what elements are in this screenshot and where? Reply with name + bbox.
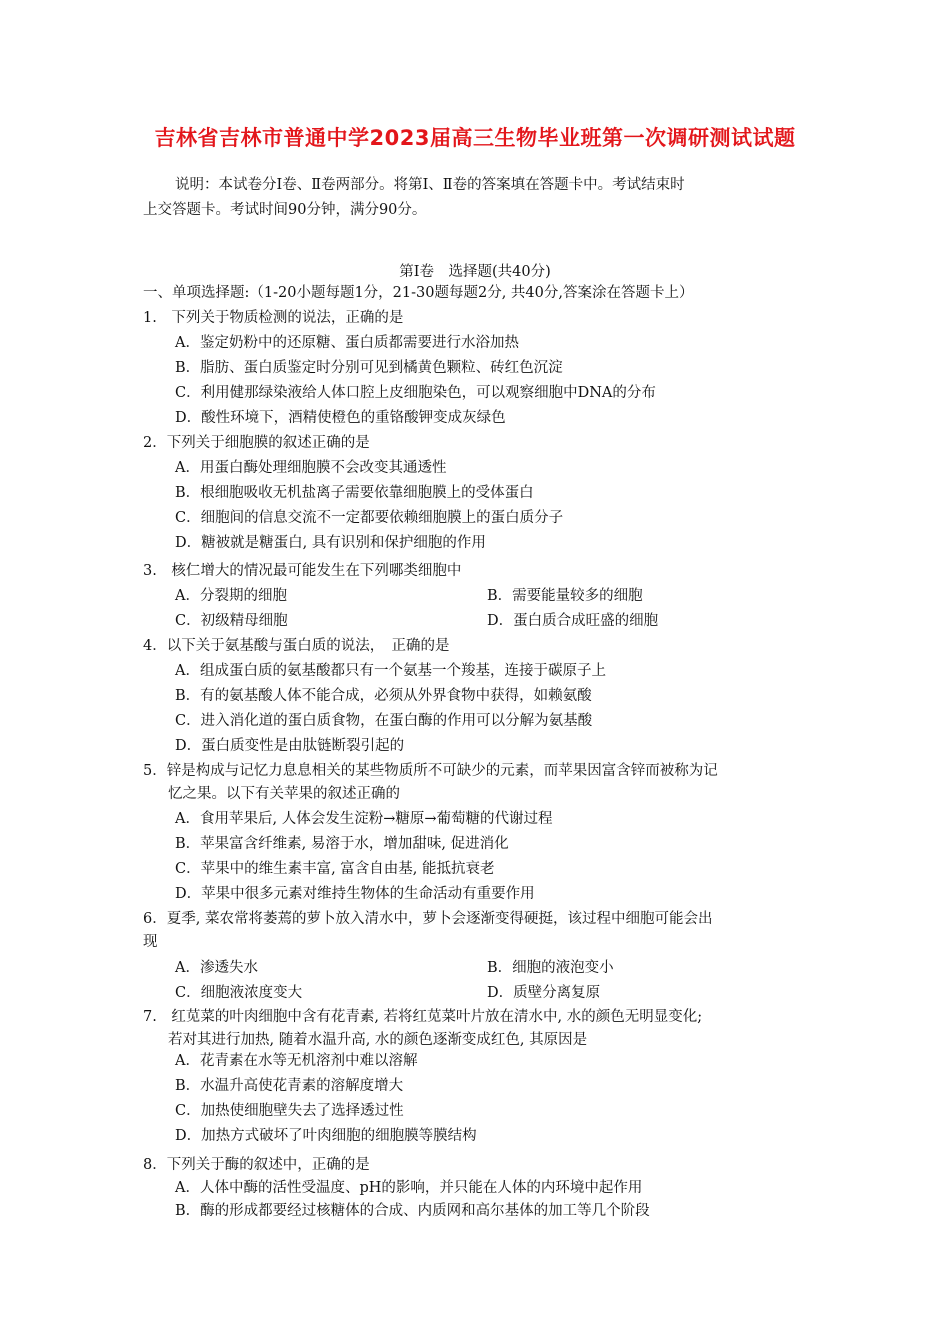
question-7-option-d: D．加热方式破坏了叶肉细胞的细胞膜等膜结构 <box>175 1128 477 1144</box>
question-4-stem: 4．以下关于氨基酸与蛋白质的说法， 正确的是 <box>143 638 450 654</box>
question-1-option-b: B．脂肪、蛋白质鉴定时分别可见到橘黄色颗粒、砖红色沉淀 <box>175 360 563 376</box>
question-4-option-d: D．蛋白质变性是由肽链断裂引起的 <box>175 738 405 754</box>
instructions-line-1: 说明：本试卷分Ⅰ卷、Ⅱ卷两部分。将第Ⅰ、Ⅱ卷的答案填在答题卡中。考试结束时 <box>175 177 685 193</box>
question-6-stem-line-2: 现 <box>143 934 158 950</box>
question-2-option-c: C．细胞间的信息交流不一定都要依赖细胞膜上的蛋白质分子 <box>175 510 564 526</box>
question-8-option-a: A．人体中酶的活性受温度、pH的影响，并只能在人体的内环境中起作用 <box>175 1180 643 1196</box>
question-5-option-d: D．苹果中很多元素对维持生物体的生命活动有重要作用 <box>175 886 535 902</box>
question-4-option-c: C．进入消化道的蛋白质食物，在蛋白酶的作用可以分解为氨基酸 <box>175 713 593 729</box>
question-3-stem: 3. 核仁增大的情况最可能发生在下列哪类细胞中 <box>143 563 462 579</box>
question-2-option-d: D．糖被就是糖蛋白, 具有识别和保护细胞的作用 <box>175 535 486 551</box>
question-4-option-a: A．组成蛋白质的氨基酸都只有一个氨基一个羧基，连接于碳原子上 <box>175 663 606 679</box>
question-4-option-b: B．有的氨基酸人体不能合成，必须从外界食物中获得，如赖氨酸 <box>175 688 592 704</box>
question-6-option-d: D．质壁分离复原 <box>487 985 601 1001</box>
question-8-stem: 8．下列关于酶的叙述中，正确的是 <box>143 1157 370 1173</box>
question-2-option-a: A．用蛋白酶处理细胞膜不会改变其通透性 <box>175 460 447 476</box>
question-3-option-d: D．蛋白质合成旺盛的细胞 <box>487 613 659 629</box>
question-6-option-a: A．渗透失水 <box>175 960 258 976</box>
question-3-option-b: B．需要能量较多的细胞 <box>487 588 643 604</box>
question-7-stem-line-2: 若对其进行加热, 随着水温升高, 水的颜色逐渐变成红色, 其原因是 <box>168 1032 588 1048</box>
question-7-stem-line-1: 7. 红苋菜的叶肉细胞中含有花青素, 若将红苋菜叶片放在清水中, 水的颜色无明显变化; <box>143 1009 703 1025</box>
section-title: 第Ⅰ卷 选择题(共40分) <box>399 264 551 280</box>
question-2-stem: 2．下列关于细胞膜的叙述正确的是 <box>143 435 370 451</box>
question-5-option-c: C．苹果中的维生素丰富, 富含自由基, 能抵抗衰老 <box>175 861 495 877</box>
exam-title: 吉林省吉林市普通中学2023届高三生物毕业班第一次调研测试试题 <box>154 126 796 150</box>
question-7-option-a: A．花青素在水等无机溶剂中难以溶解 <box>175 1053 418 1069</box>
question-5-stem-line-2: 忆之果。以下有关苹果的叙述正确的 <box>168 786 400 802</box>
question-1-option-c: C．利用健那绿染液给人体口腔上皮细胞染色，可以观察细胞中DNA的分布 <box>175 385 656 401</box>
question-8-option-b: B．酶的形成都要经过核糖体的合成、内质网和高尔基体的加工等几个阶段 <box>175 1203 650 1219</box>
question-5-stem-line-1: 5．锌是构成与记忆力息息相关的某些物质所不可缺少的元素，而苹果因富含锌而被称为记 <box>143 763 718 779</box>
question-1-stem: 1. 下列关于物质检测的说法，正确的是 <box>143 310 404 326</box>
question-5-option-a: A．食用苹果后, 人体会发生淀粉→糖原→葡萄糖的代谢过程 <box>175 811 553 827</box>
question-3-option-c: C．初级精母细胞 <box>175 613 288 629</box>
question-1-option-d: D．酸性环境下，酒精使橙色的重铬酸钾变成灰绿色 <box>175 410 506 426</box>
question-7-option-b: B．水温升高使花青素的溶解度增大 <box>175 1078 404 1094</box>
question-1-option-a: A．鉴定奶粉中的还原糖、蛋白质都需要进行水浴加热 <box>175 335 519 351</box>
question-2-option-b: B．根细胞吸收无机盐离子需要依靠细胞膜上的受体蛋白 <box>175 485 534 501</box>
instructions-line-2: 上交答题卡。考试时间90分钟，满分90分。 <box>143 202 427 218</box>
question-6-option-c: C．细胞液浓度变大 <box>175 985 303 1001</box>
question-3-option-a: A．分裂期的细胞 <box>175 588 287 604</box>
question-6-stem-line-1: 6．夏季, 菜农常将萎蔫的萝卜放入清水中，萝卜会逐渐变得硬挺，该过程中细胞可能会出 <box>143 911 713 927</box>
part-heading: 一、单项选择题:（1-20小题每题1分，21-30题每题2分, 共40分,答案涂在答题卡上） <box>143 285 694 301</box>
question-7-option-c: C．加热使细胞壁失去了选择透过性 <box>175 1103 404 1119</box>
question-6-option-b: B．细胞的液泡变小 <box>487 960 614 976</box>
question-5-option-b: B．苹果富含纤维素, 易溶于水，增加甜味, 促进消化 <box>175 836 509 852</box>
